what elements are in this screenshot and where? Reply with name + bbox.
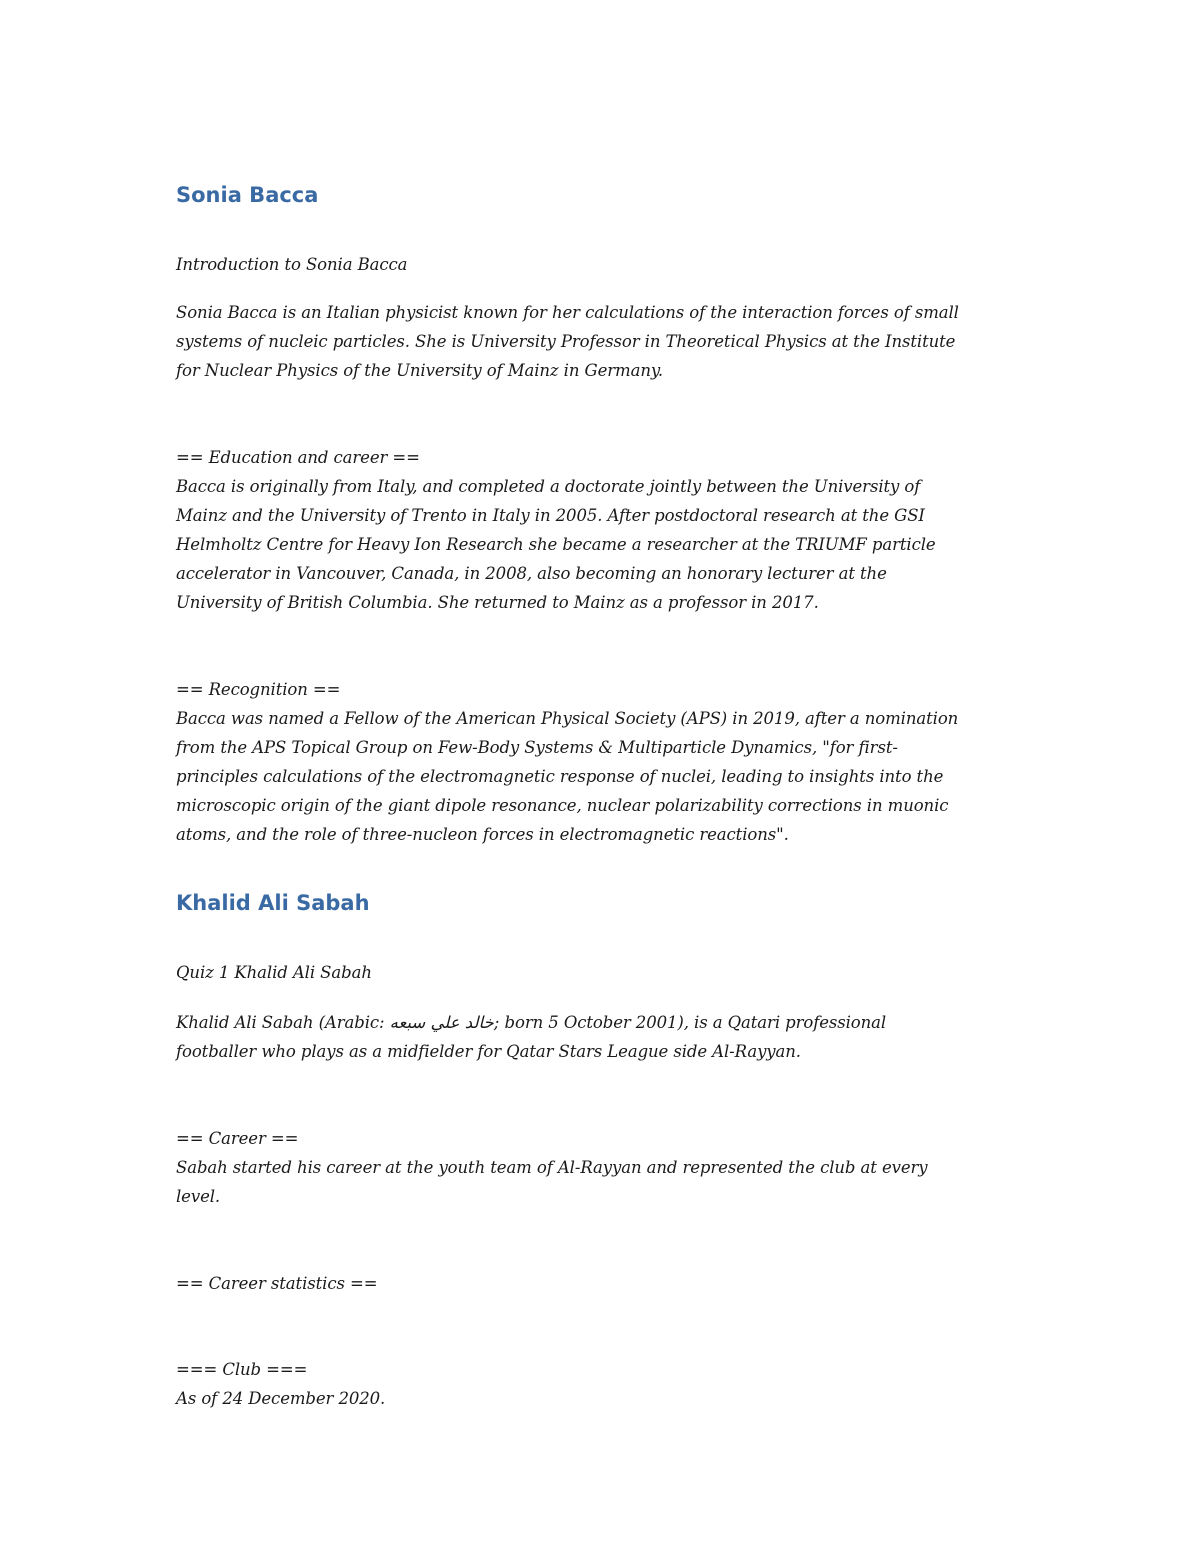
paragraph-line: Sonia Bacca is an Italian physicist known for her calculations of the interaction forces of small — [176, 303, 959, 322]
career-statistics-marker — [176, 1269, 1026, 1298]
paragraph-line: Bacca is originally from Italy, and completed a doctorate jointly between the University of — [176, 477, 921, 496]
intro-paragraph-sonia-bacca — [176, 298, 1026, 385]
paragraph-line: footballer who plays as a midfielder for Qatar Stars League side Al-Rayyan. — [176, 1042, 801, 1061]
intro-paragraph-khalid-ali-sabah — [176, 1008, 1026, 1066]
paragraph-line: Mainz and the University of Trento in Italy in 2005. After postdoctoral research at the GSI — [176, 506, 925, 525]
recognition-paragraph — [176, 675, 1026, 849]
intro-label-sonia-bacca — [176, 250, 1026, 279]
paragraph-line: microscopic origin of the giant dipole resonance, nuclear polarizability corrections in muonic — [176, 796, 949, 815]
paragraph-line: Sabah started his career at the youth team of Al-Rayyan and represented the club at every — [176, 1158, 928, 1177]
section-marker: == Education and career == — [176, 448, 420, 467]
club-paragraph — [176, 1355, 1026, 1413]
paragraph-line: University of British Columbia. She returned to Mainz as a professor in 2017. — [176, 593, 819, 612]
section-marker: == Career statistics == — [176, 1274, 378, 1293]
paragraph-line: from the APS Topical Group on Few-Body Systems & Multiparticle Dynamics, "for first- — [176, 738, 898, 757]
paragraph-line: As of 24 December 2020. — [176, 1389, 386, 1408]
paragraph-line: atoms, and the role of three-nucleon forces in electromagnetic reactions". — [176, 825, 789, 844]
paragraph-line: Bacca was named a Fellow of the American Physical Society (APS) in 2019, after a nomination — [176, 709, 959, 728]
section-heading-sonia-bacca: Sonia Bacca — [176, 183, 319, 207]
paragraph-line: systems of nucleic particles. She is University Professor in Theoretical Physics at the Institute — [176, 332, 956, 351]
section-marker: == Career == — [176, 1129, 299, 1148]
paragraph-line: Introduction to Sonia Bacca — [176, 255, 408, 274]
section-marker: === Club === — [176, 1360, 308, 1379]
education-paragraph — [176, 443, 1026, 617]
intro-label-khalid-ali-sabah — [176, 958, 1026, 987]
paragraph-line: accelerator in Vancouver, Canada, in 2008, also becoming an honorary lecturer at the — [176, 564, 887, 583]
paragraph-line: for Nuclear Physics of the University of Mainz in Germany. — [176, 361, 664, 380]
paragraph-line: level. — [176, 1187, 221, 1206]
career-paragraph — [176, 1124, 1026, 1211]
document-page — [176, 0, 1026, 1553]
section-heading-khalid-ali-sabah: Khalid Ali Sabah — [176, 891, 370, 915]
section-marker: == Recognition == — [176, 680, 341, 699]
paragraph-line: Khalid Ali Sabah (Arabic: خالد علي سبعه; born 5 October 2001), is a Qatari professional — [176, 1013, 887, 1032]
paragraph-line: Helmholtz Centre for Heavy Ion Research she became a researcher at the TRIUMF particle — [176, 535, 936, 554]
paragraph-line: Quiz 1 Khalid Ali Sabah — [176, 963, 372, 982]
paragraph-line: principles calculations of the electromagnetic response of nuclei, leading to insights into the — [176, 767, 944, 786]
